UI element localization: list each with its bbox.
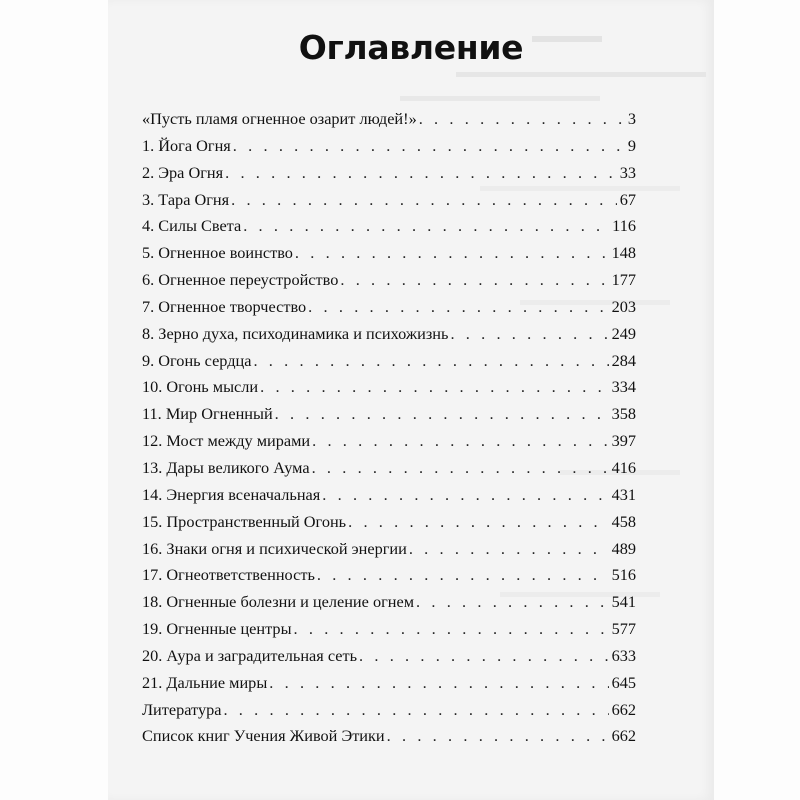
- dot-leader: [416, 592, 609, 612]
- toc-entry-page-number: 249: [611, 323, 636, 343]
- toc-entry-label: 15. Пространственный Огонь: [142, 511, 347, 531]
- toc-entry: [142, 216, 636, 243]
- dot-leader: [223, 700, 608, 720]
- toc-entry-page-number: 33: [619, 162, 636, 182]
- dot-leader: [322, 485, 608, 505]
- toc-entry-label: 17. Огнеответственность: [142, 565, 315, 585]
- toc-entry: [142, 243, 636, 270]
- toc-entry-label: 13. Дары великого Аума: [142, 457, 310, 477]
- toc-entry-page-number: 541: [611, 592, 636, 612]
- toc-entry: [142, 512, 636, 539]
- toc-entry-page-number: 458: [611, 511, 636, 531]
- toc-entry-page-number: 645: [611, 672, 636, 692]
- dot-leader: [308, 297, 608, 317]
- toc-entry-label: 5. Огненное воинство: [142, 243, 293, 263]
- toc-entry-page-number: 633: [611, 645, 636, 665]
- toc-entry: [142, 190, 636, 217]
- toc-entry: [142, 109, 636, 136]
- toc-entry: [142, 163, 636, 190]
- toc-entry-page-number: 177: [611, 270, 636, 290]
- dot-leader: [340, 270, 608, 290]
- toc-entry-page-number: 203: [611, 296, 636, 316]
- toc-entry-label: 19. Огненные центры: [142, 619, 292, 639]
- toc-entry-label: 10. Огонь мысли: [142, 377, 259, 397]
- toc-entry: [142, 431, 636, 458]
- toc-entry-label: 18. Огненные болезни и целение огнем: [142, 592, 415, 612]
- toc-entry-page-number: 662: [611, 699, 636, 719]
- toc-entry-label: 9. Огонь сердца: [142, 350, 252, 370]
- toc-entry-page-number: 9: [627, 135, 636, 155]
- dot-leader: [295, 243, 609, 263]
- toc-entry-page-number: 116: [612, 216, 636, 236]
- toc-entry: [142, 377, 636, 404]
- toc-entry: [142, 539, 636, 566]
- toc-entry-page-number: 516: [611, 565, 636, 585]
- toc-entry-label: 21. Дальние миры: [142, 672, 268, 692]
- toc-entry-label: 7. Огненное творчество: [142, 296, 307, 316]
- toc-entry-label: 8. Зерно духа, психодинамика и психожизнь: [142, 323, 449, 343]
- toc-entry: [142, 646, 636, 673]
- dot-leader: [419, 109, 625, 129]
- toc-entry-label: 14. Энергия всеначальная: [142, 484, 321, 504]
- dot-leader: [409, 539, 609, 559]
- dot-leader: [269, 673, 608, 693]
- toc-entry-label: 12. Мост между мирами: [142, 431, 311, 451]
- dot-leader: [233, 136, 625, 156]
- toc-entry-label: 3. Тара Огня: [142, 189, 230, 209]
- dot-leader: [260, 377, 608, 397]
- toc-entry-page-number: 67: [619, 189, 636, 209]
- toc-entry-label: «Пусть пламя огненное озарит людей!»: [142, 109, 417, 128]
- toc-entry-label: 6. Огненное переустройство: [142, 270, 339, 290]
- dot-leader: [294, 619, 609, 639]
- toc-entry-label: 4. Силы Света: [142, 216, 242, 236]
- table-of-contents: [142, 109, 636, 753]
- toc-entry-label: 11. Мир Огненный: [142, 404, 273, 424]
- dot-leader: [225, 163, 617, 183]
- toc-entry-page-number: 148: [611, 243, 636, 263]
- toc-entry: [142, 565, 636, 592]
- dot-leader: [312, 431, 608, 451]
- dot-leader: [450, 324, 608, 344]
- toc-entry: [142, 726, 636, 753]
- toc-entry: [142, 673, 636, 700]
- toc-entry: [142, 700, 636, 727]
- toc-entry-page-number: 431: [611, 484, 636, 504]
- dot-leader: [275, 404, 609, 424]
- toc-entry-page-number: 3: [627, 109, 636, 128]
- toc-entry: [142, 485, 636, 512]
- dot-leader: [312, 458, 609, 478]
- toc-entry-label: Литература: [142, 699, 222, 719]
- dot-leader: [243, 216, 609, 236]
- toc-entry-page-number: 284: [611, 350, 636, 370]
- dot-leader: [253, 351, 608, 371]
- dot-leader: [231, 190, 617, 210]
- toc-entry: [142, 619, 636, 646]
- toc-entry-label: Список книг Учения Живой Этики: [142, 726, 385, 746]
- toc-entry: [142, 351, 636, 378]
- toc-entry-label: 20. Аура и заградительная сеть: [142, 645, 358, 665]
- toc-entry-page-number: 662: [611, 726, 636, 746]
- dot-leader: [348, 512, 608, 532]
- toc-entry-page-number: 577: [611, 619, 636, 639]
- dot-leader: [359, 646, 609, 666]
- toc-entry-label: 2. Эра Огня: [142, 162, 224, 182]
- toc-entry: [142, 297, 636, 324]
- toc-entry: [142, 404, 636, 431]
- toc-entry-page-number: 397: [611, 431, 636, 451]
- toc-entry: [142, 136, 636, 163]
- toc-entry-page-number: 334: [611, 377, 636, 397]
- toc-entry-label: 16. Знаки огня и психической энергии: [142, 538, 407, 558]
- dot-leader: [387, 726, 609, 746]
- page-title: Оглавление: [298, 28, 524, 67]
- toc-entry-page-number: 358: [611, 404, 636, 424]
- toc-entry-label: 1. Йога Огня: [142, 135, 231, 155]
- toc-entry: [142, 458, 636, 485]
- toc-entry: [142, 270, 636, 297]
- toc-entry: [142, 324, 636, 351]
- toc-entry-page-number: 416: [611, 457, 636, 477]
- dot-leader: [317, 565, 609, 585]
- toc-entry: [142, 592, 636, 619]
- toc-entry-page-number: 489: [611, 538, 636, 558]
